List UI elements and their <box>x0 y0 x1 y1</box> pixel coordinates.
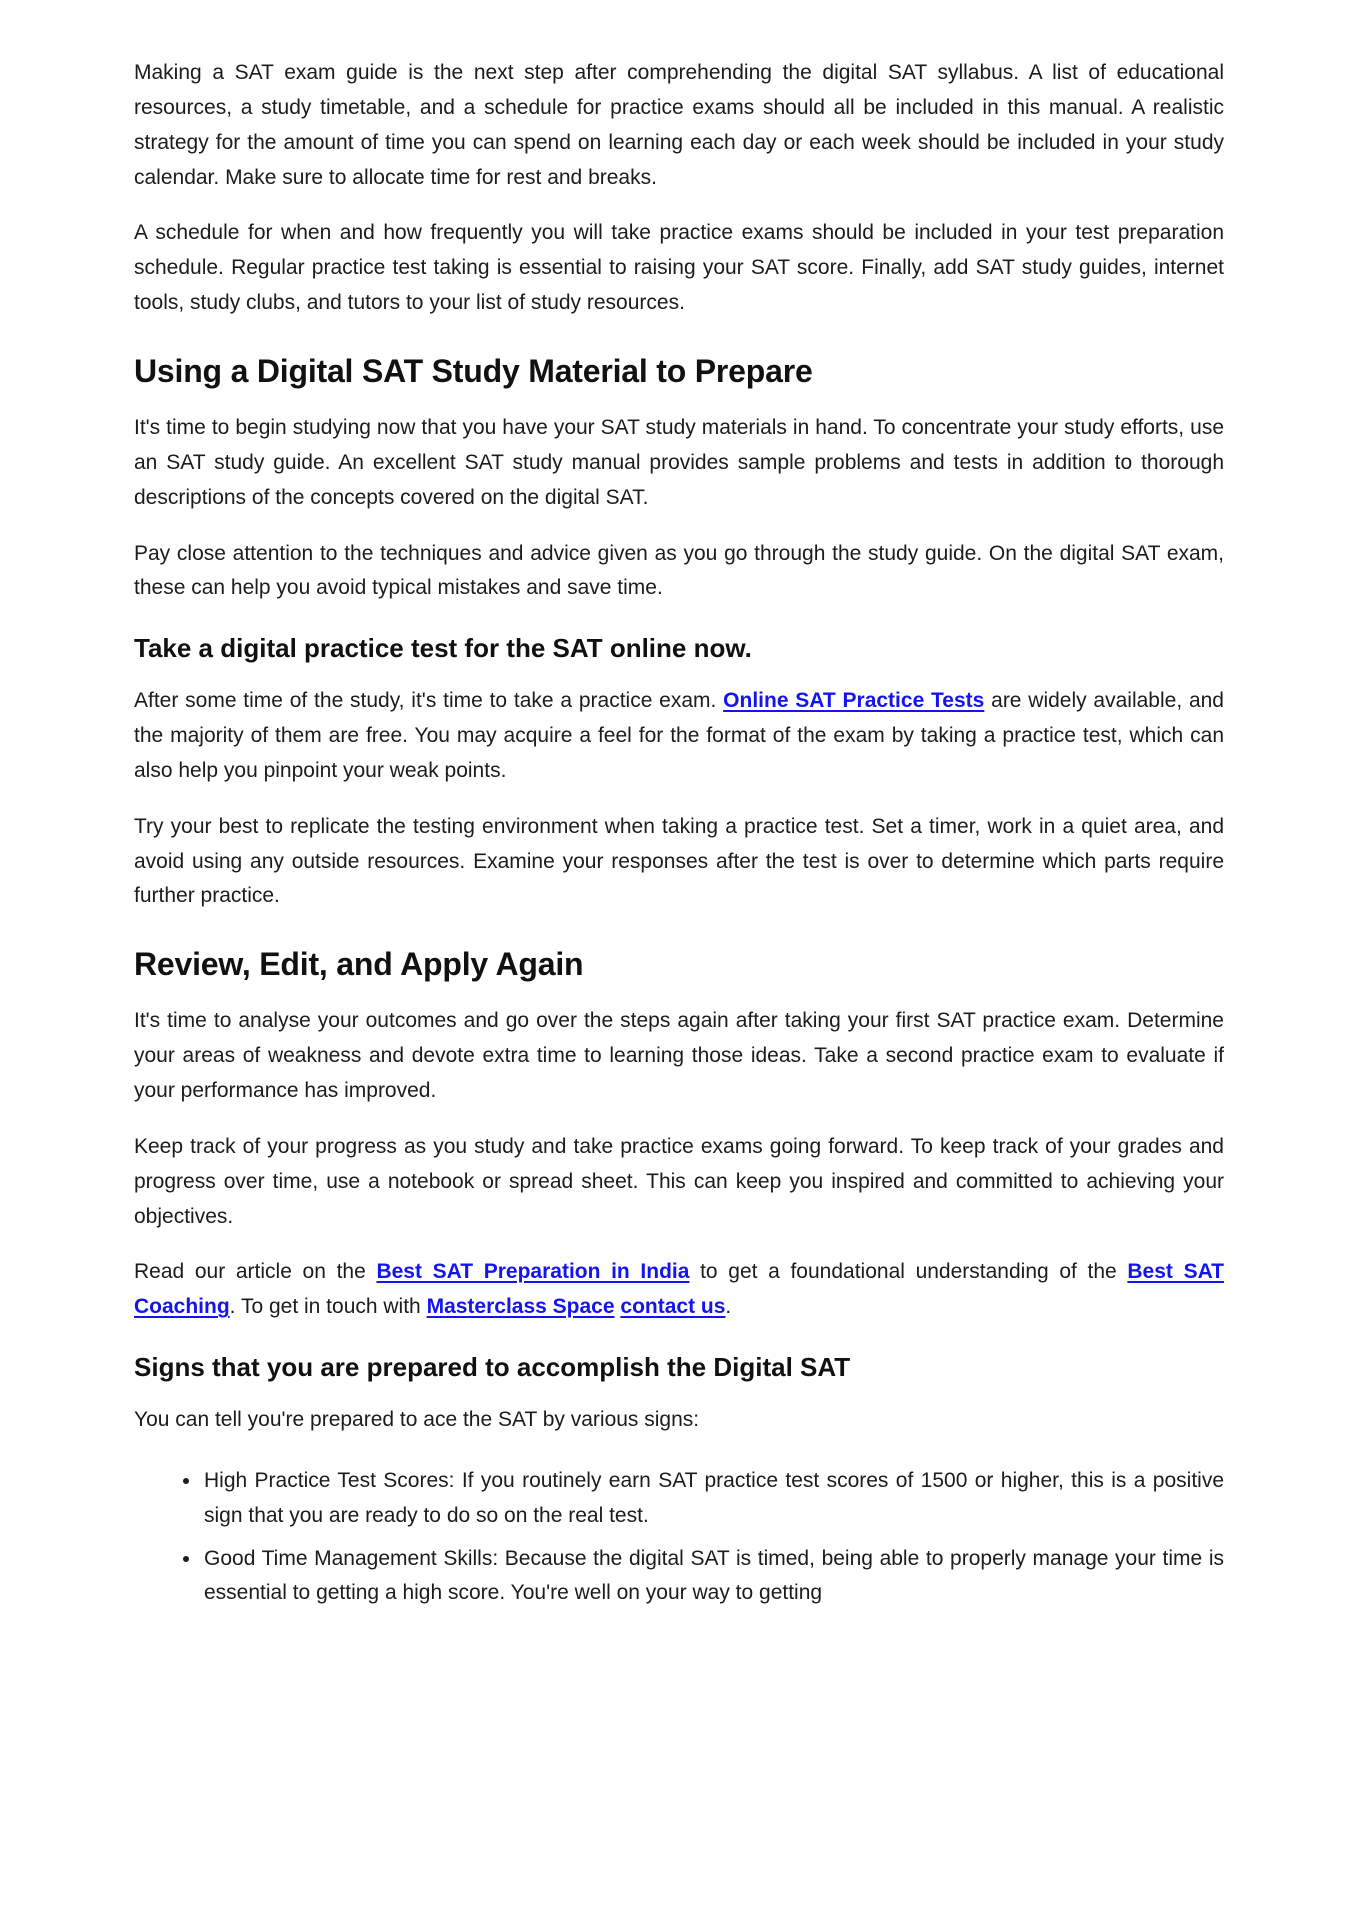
heading-signs-prepared: Signs that you are prepared to accomplish the Digital SAT <box>134 1352 851 1383</box>
paragraph-signs-intro: You can tell you're prepared to ace the SAT by various signs: <box>134 1407 700 1431</box>
text-segment: . To get in touch with <box>229 1295 427 1319</box>
paragraph-pay-attention: Pay close attention to the techniques and advice given as you go through the study guide. On the digital SAT exam, these can help you avoid typical mistakes and save time. <box>134 541 1224 600</box>
text-segment: . <box>725 1295 732 1319</box>
paragraph-read-article-links <box>134 1255 1224 1325</box>
inline-link[interactable]: Online SAT Practice Tests <box>723 689 985 713</box>
inline-link[interactable]: contact us <box>620 1295 726 1319</box>
signs-bullet-list <box>134 1464 1224 1611</box>
inline-link[interactable]: Best SAT Preparation in India <box>376 1260 690 1284</box>
inline-link[interactable]: Best SAT Coaching <box>134 1260 1225 1319</box>
bullet-item-time-management: • Good Time Management Skills: Because the digital SAT is timed, being able to properly manage your time is essential to getting a high score. You're well on your way to getting <box>202 1542 1224 1612</box>
text-segment: are widely available, and the majority of them are free. You may acquire a feel for the format of the exam by taking a practice test, which can also help you pinpoint your weak points. <box>134 689 1224 782</box>
paragraph-replicate-environment: Try your best to replicate the testing environment when taking a practice test. Set a timer, work in a quiet area, and avoid using any outside resources. Examine your responses after the test is over to determine which parts require further practice. <box>134 814 1224 908</box>
paragraph-practice-exam <box>134 684 1224 789</box>
heading-take-practice-test: Take a digital practice test for the SAT online now. <box>134 633 752 664</box>
bullet-item-high-scores: • High Practice Test Scores: If you routinely earn SAT practice test scores of 1500 or higher, this is a positive sign that you are ready to do so on the real test. <box>202 1464 1224 1534</box>
heading-using-study-material: Using a Digital SAT Study Material to Prepare <box>134 353 813 390</box>
heading-review-edit-apply: Review, Edit, and Apply Again <box>134 946 584 983</box>
paragraph-begin-studying: It's time to begin studying now that you have your SAT study materials in hand. To concentrate your study efforts, use an SAT study guide. An excellent SAT study manual provides sample problems and tests in addition to thorough descriptions of the concepts covered on the digital SAT. <box>134 416 1224 509</box>
text-segment: After some time of the study, it's time to take a practice exam. <box>134 689 724 713</box>
inline-link[interactable]: Masterclass Space <box>426 1295 615 1319</box>
paragraph-track-progress: Keep track of your progress as you study and take practice exams going forward. To keep track of your grades and progress over time, use a notebook or spread sheet. This can keep you inspired and committed to achieving your objectives. <box>134 1134 1224 1228</box>
text-segment: to get a foundational understanding of the <box>689 1260 1128 1284</box>
paragraph-analyse-outcomes: It's time to analyse your outcomes and go over the steps again after taking your first SAT practice exam. Determine your areas of weakness and devote extra time to learning those ideas. Take a second practice exam to evaluate if your performance has improved. <box>134 1009 1224 1102</box>
paragraph-exam-guide: Making a SAT exam guide is the next step after comprehending the digital SAT syllabus. A list of educational resources, a study timetable, and a schedule for practice exams should all be included in this manual. A realistic strategy for the amount of time you can spend on learning each day or each week should be included in your study calendar. Make sure to allocate time for rest and breaks. <box>134 61 1224 189</box>
text-segment: Read our article on the <box>134 1260 377 1284</box>
paragraph-schedule: A schedule for when and how frequently you will take practice exams should be included in your test preparation schedule. Regular practice test taking is essential to raising your SAT score. Finally, add SAT study guides, internet tools, study clubs, and tutors to your list of study resources. <box>134 221 1224 315</box>
